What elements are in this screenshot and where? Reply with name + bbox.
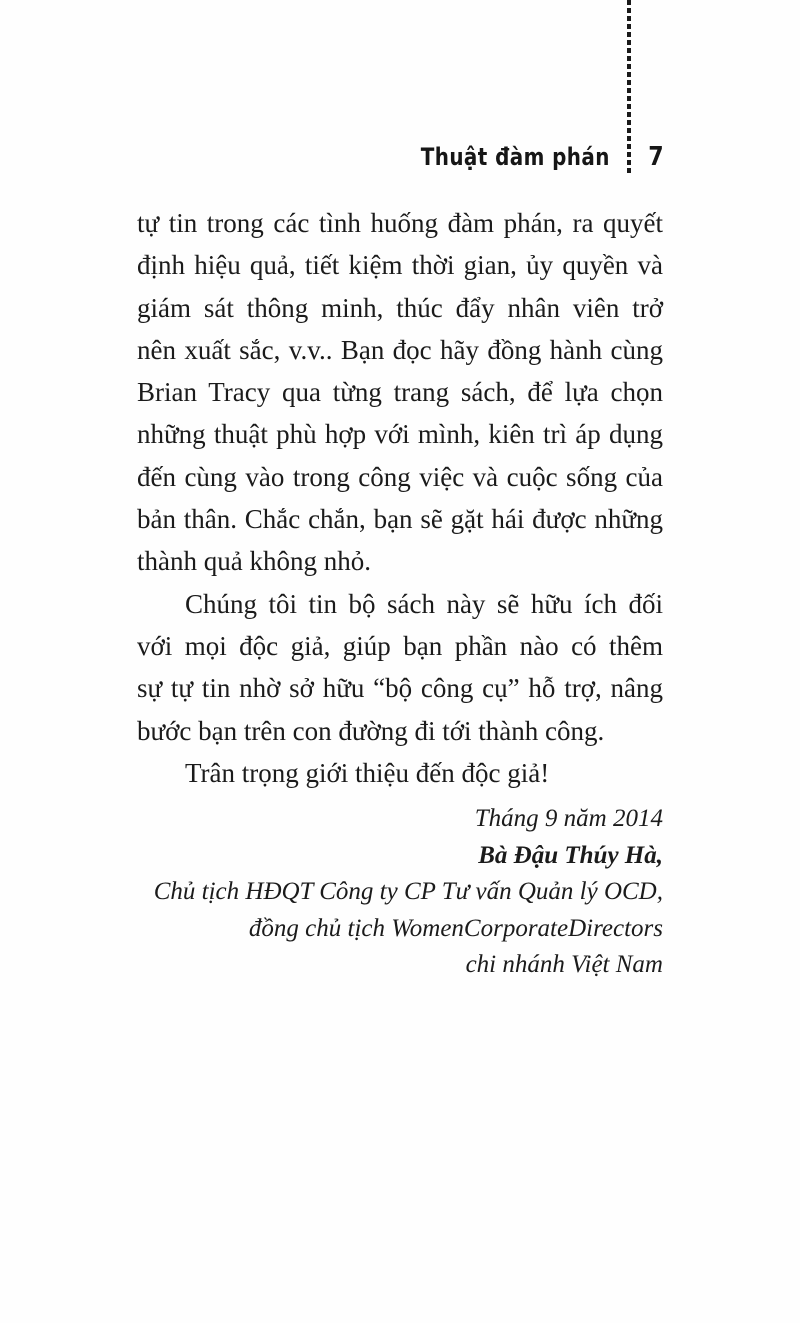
signature-block: [137, 801, 663, 984]
page-number: 7: [648, 142, 664, 172]
body-text-column: [137, 202, 663, 794]
paragraph-2: [137, 583, 663, 752]
text-line: tự tin trong các tình huống đàm phán, ra quyết: [137, 208, 663, 238]
text-line: những thuật phù hợp với mình, kiên trì áp dụng: [137, 419, 663, 450]
text-line: Chúng tôi tin bộ sách này sẽ hữu ích đối: [185, 588, 663, 619]
text-line: sự tự tin nhờ sở hữu “bộ công cụ” hỗ trợ, nâng: [137, 673, 663, 704]
signature-title-3: chi nhánh Việt Nam: [465, 951, 663, 978]
text-line: giám sát thông minh, thúc đẩy nhân viên trở: [137, 292, 663, 323]
text-line: Brian Tracy qua từng trang sách, để lựa chọn: [137, 377, 663, 408]
text-line: bản thân. Chắc chắn, bạn sẽ gặt hái được những: [137, 504, 663, 535]
signature-title-1: Chủ tịch HĐQT Công ty CP Tư vấn Quản lý OCD,: [153, 878, 663, 905]
text-line: thành quả không nhỏ.: [137, 546, 371, 577]
text-line: Trân trọng giới thiệu đến độc giả!: [185, 757, 550, 788]
paragraph-3: [137, 752, 663, 794]
text-line: bước bạn trên con đường đi tới thành công.: [137, 715, 605, 746]
header-dashed-divider: [627, 0, 631, 175]
signature-name: Bà Đậu Thúy Hà,: [478, 841, 663, 869]
signature-title-2: đồng chủ tịch WomenCorporateDirectors: [248, 914, 663, 942]
running-title: Thuật đàm phán: [420, 143, 610, 171]
signature-date: Tháng 9 năm 2014: [474, 805, 663, 832]
text-line: định hiệu quả, tiết kiệm thời gian, ủy quyền và: [137, 250, 663, 281]
text-line: với mọi độc giả, giúp bạn phần nào có thêm: [137, 630, 663, 661]
text-line: đến cùng vào trong công việc và cuộc sống của: [137, 461, 663, 492]
paragraph-1: [137, 202, 663, 583]
text-line: nên xuất sắc, v.v.. Bạn đọc hãy đồng hành cùng: [137, 334, 663, 365]
